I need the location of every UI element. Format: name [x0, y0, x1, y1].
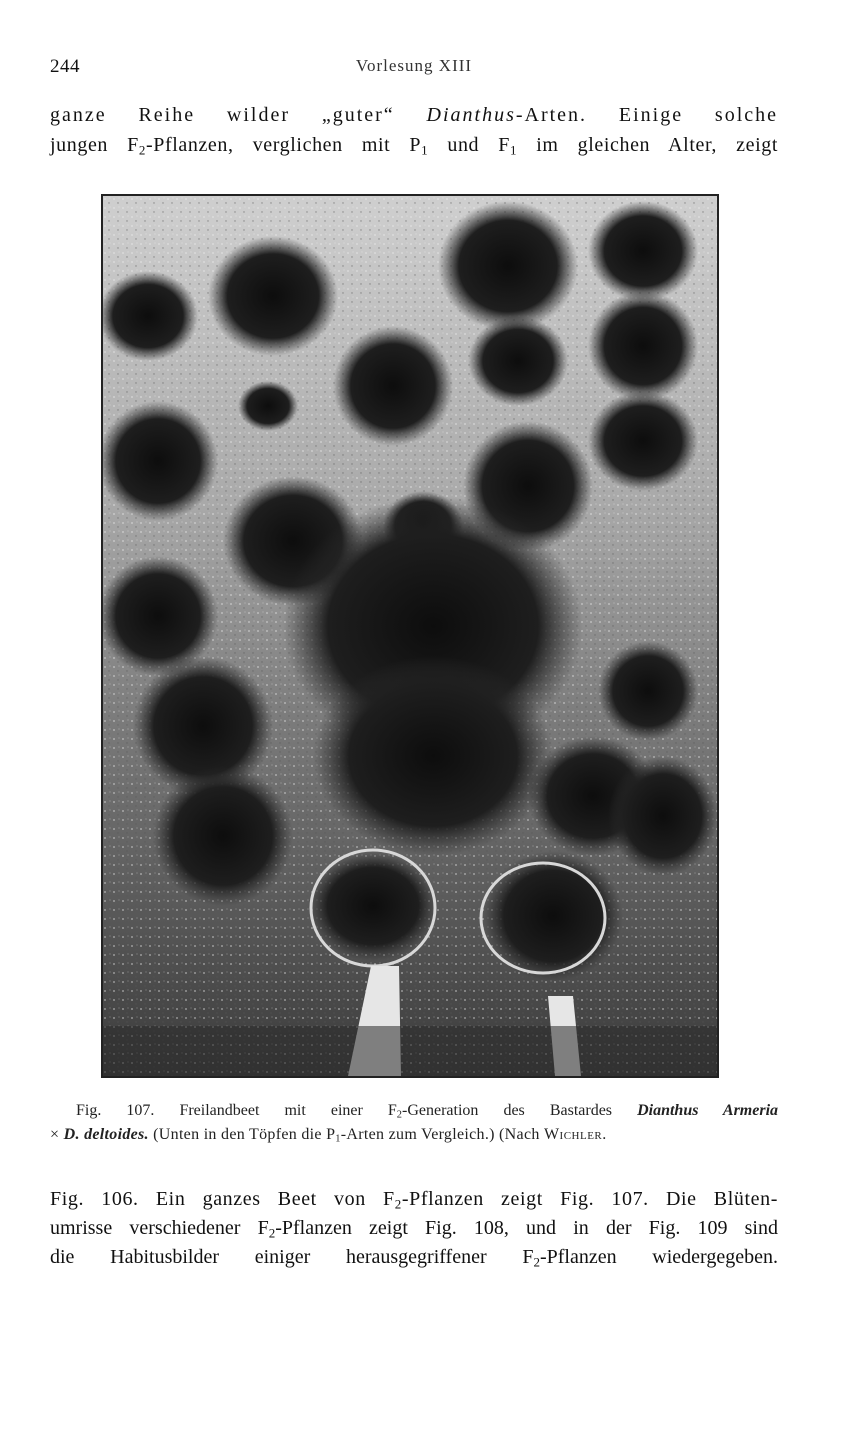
text-run: umrisse verschiedener F — [50, 1217, 269, 1239]
text-run: ganze Reihe wilder „guter“ — [50, 104, 427, 126]
text-run: -Pflanzen zeigt Fig. 108, und in der Fig. 109 sind — [275, 1217, 778, 1239]
subscript: 2 — [396, 1109, 402, 1121]
subscript: 2 — [138, 142, 146, 158]
body-text-line — [50, 134, 778, 157]
author-name: Wichler. — [543, 1126, 607, 1143]
text-run: und F — [428, 134, 510, 156]
subscript: 2 — [268, 1225, 276, 1241]
subscript: 1 — [509, 142, 518, 158]
page-header — [50, 56, 778, 84]
italic-genus: Dianthus — [426, 104, 516, 126]
subscript: 1 — [335, 1133, 341, 1145]
body-text-line — [50, 1217, 778, 1240]
body-text-line — [50, 104, 778, 127]
subscript: 2 — [394, 1196, 402, 1212]
italic-species: D. deltoides. — [63, 1126, 149, 1143]
text-run: -Pflanzen wiedergegeben. — [539, 1246, 778, 1268]
body-text-line — [50, 1246, 778, 1269]
figure-caption-line2 — [50, 1126, 778, 1144]
times-sign: × — [50, 1126, 64, 1143]
text-run: -Pflanzen, verglichen mit P — [145, 134, 422, 156]
text-run: die Habitusbilder einiger herausgegriffener F — [50, 1246, 534, 1268]
text-run: -Generation des Bastardes — [401, 1102, 638, 1119]
text-run: jungen F — [50, 134, 139, 156]
subscript: 2 — [533, 1254, 540, 1270]
body-text-line — [50, 1188, 778, 1211]
plant-bed-photo — [103, 196, 717, 1076]
italic-species: Dianthus Armeria — [637, 1102, 779, 1119]
text-run: -Arten zum Vergleich.) (Nach — [340, 1126, 544, 1143]
page-number: 244 — [50, 56, 80, 77]
text-run: (Unten in den Töpfen die P — [148, 1126, 336, 1143]
text-run: Freilandbeet mit einer F — [154, 1102, 397, 1119]
text-run: im gleichen Alter, zeigt — [517, 134, 779, 156]
text-run: -Arten. Einige solche — [515, 104, 778, 126]
text-run: -Pflanzen zeigt Fig. 107. Die Blüten- — [401, 1188, 778, 1210]
subscript: 1 — [421, 142, 429, 158]
figure-photo — [101, 194, 719, 1078]
text-run: Fig. 106. Ein ganzes Beet von F — [50, 1188, 395, 1210]
figure-label: Fig. 107. — [76, 1102, 155, 1119]
figure-caption-line1 — [50, 1102, 778, 1120]
running-head: Vorlesung XIII — [355, 56, 473, 75]
